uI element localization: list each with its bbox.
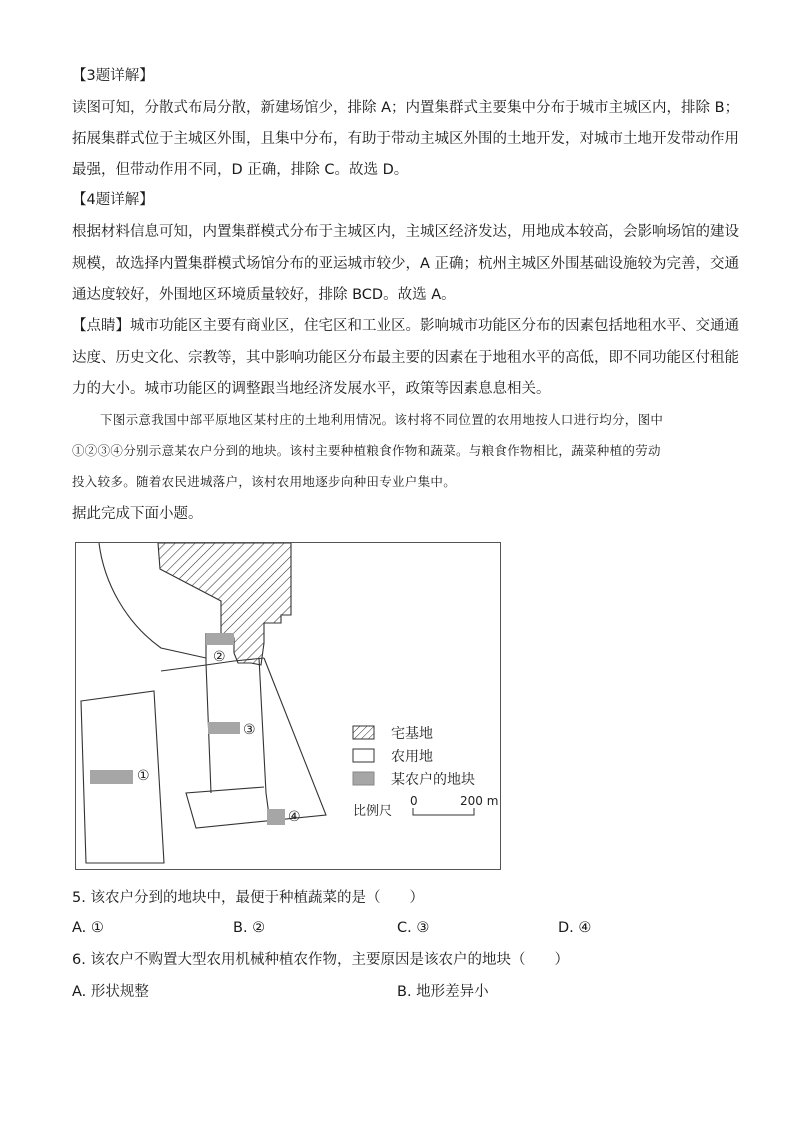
q3-line-2: 拓展集群式位于主城区外围，且集中分布，有助于带动主城区外围的土地开发，对城市土地开发带动作用 xyxy=(72,131,739,147)
plot-label-1: ① xyxy=(137,768,150,784)
legend-farmland-label: 农用地 xyxy=(391,749,433,765)
q4-line-2: 规模，故选择内置集群模式场馆分布的亚运城市较少，A 正确；杭州主城区外围基础设施较为完善，交通 xyxy=(72,256,740,272)
scale-title: 比例尺 xyxy=(353,804,393,819)
plot-label-3: ③ xyxy=(243,722,256,738)
plot-label-2: ② xyxy=(213,649,226,665)
scale-max: 200 m xyxy=(460,794,499,808)
q3-line-3: 最强，但带动作用不同，D 正确，排除 C。故选 D。 xyxy=(72,162,409,178)
legend-farmland-swatch xyxy=(353,749,374,762)
material-line-2: ①②③④分别示意某农户分到的地块。该村主要种植粮食作物和蔬菜。与粮食作物相比，蔬菜种植的劳动 xyxy=(72,443,661,458)
material-line-3: 投入较多。随着农民进城落户，该村农用地逐步向种田专业户集中。 xyxy=(72,474,457,489)
q5-option-b[interactable]: B. ② xyxy=(233,920,266,936)
q5-option-c[interactable]: C. ③ xyxy=(397,920,430,936)
field-divider-mid xyxy=(206,633,211,793)
q5-option-a[interactable]: A. ① xyxy=(72,920,104,936)
q3-heading: 【3题详解】 xyxy=(72,68,154,84)
q6-option-a[interactable]: A. 形状规整 xyxy=(72,984,149,1000)
tip-line-2: 达度、历史文化、宗教等，其中影响功能区分布最主要的因素在于地租水平的高低，即不同功能区付租能 xyxy=(72,350,739,366)
q3-line-1: 读图可知，分散式布局分散，新建场馆少，排除 A；内置集群式主要集中分布于城市主城区内，排除 B； xyxy=(72,100,740,116)
land-use-map xyxy=(75,542,501,870)
q6-option-b[interactable]: B. 地形差异小 xyxy=(397,984,489,1000)
plot-4-block xyxy=(267,809,285,825)
legend-homestead-label: 宅基地 xyxy=(391,726,433,742)
tip-line-1: 【点睛】城市功能区主要有商业区，住宅区和工业区。影响城市功能区分布的因素包括地租水平、交通通 xyxy=(72,318,739,334)
plot-label-4: ④ xyxy=(288,809,301,825)
tip-line-3: 力的大小。城市功能区的调整跟当地经济发展水平，政策等因素息息相关。 xyxy=(72,381,551,397)
plot-1-block xyxy=(90,770,133,784)
plot-3-block xyxy=(208,722,240,734)
legend-homestead-swatch xyxy=(353,726,374,739)
scale-bar xyxy=(413,808,474,815)
homestead-area xyxy=(158,543,291,665)
material-line-1: 下图示意我国中部平原地区某村庄的土地利用情况。该村将不同位置的农用地按人口进行均分，图中 xyxy=(100,412,664,427)
q4-line-1: 根据材料信息可知，内置集群模式分布于主城区内，主城区经济发达，用地成本较高，会影响场馆的建设 xyxy=(72,224,739,240)
scale-zero: 0 xyxy=(410,794,418,808)
legend-plot-swatch xyxy=(353,772,374,785)
q5-option-d[interactable]: D. ④ xyxy=(558,920,592,936)
instruction: 据此完成下面小题。 xyxy=(72,506,203,522)
legend-plot-label: 某农户的地块 xyxy=(391,772,475,788)
q4-line-3: 通达度较好，外围地区环境质量较好，排除 BCD。故选 A。 xyxy=(72,287,456,303)
q6-stem: 6. 该农户不购置大型农用机械种植农作物，主要原因是该农户的地块（ ） xyxy=(72,952,569,968)
plot-2-block xyxy=(206,633,234,645)
q5-stem: 5. 该农户分到的地块中，最便于种植蔬菜的是（ ） xyxy=(72,890,424,906)
q4-heading: 【4题详解】 xyxy=(72,192,154,208)
field-divider-right xyxy=(259,658,270,823)
